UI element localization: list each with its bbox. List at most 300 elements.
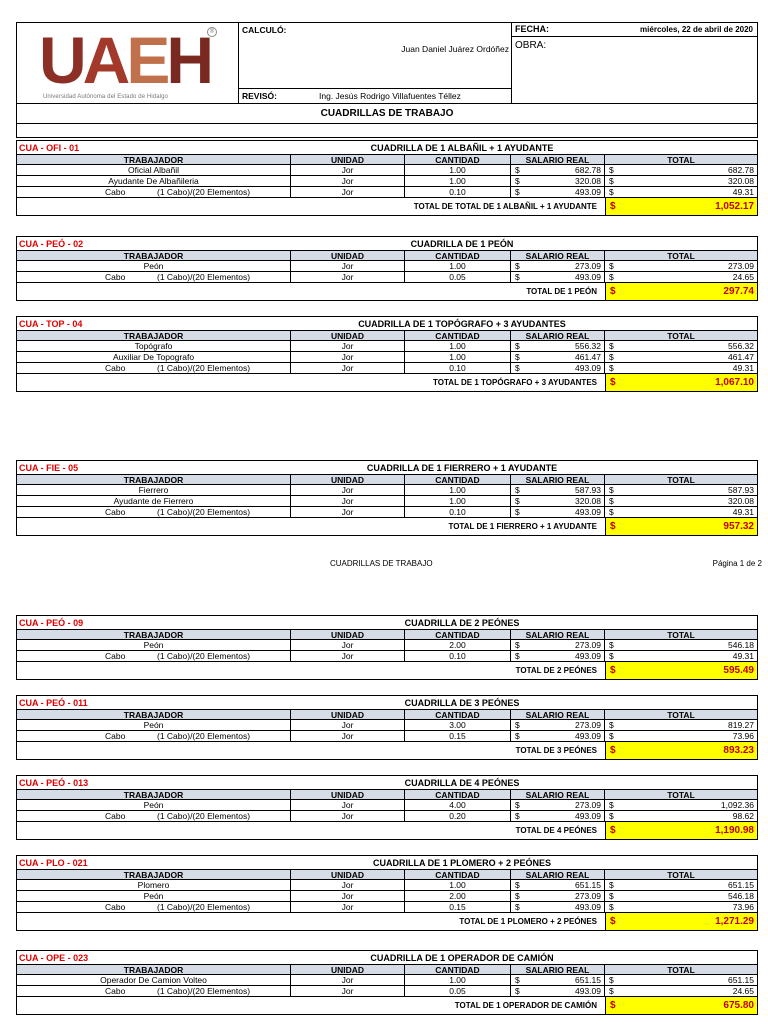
cuadrilla-heading [17,616,757,630]
unidad-cell: Jor [291,272,405,282]
table-row [17,187,757,198]
total-cell [605,800,757,810]
total-value: 1,092.36 [720,800,754,810]
currency-symbol: $ [609,485,614,495]
cuadrilla-title: CUADRILLA DE 4 PEÓNES [404,778,520,788]
cuadrilla-block [16,316,758,392]
header-cantidad: CANTIDAD [405,870,511,879]
trabajador-name: Plomero [17,880,291,890]
block-total-row [17,822,757,839]
salario-cell [511,891,605,901]
header-salario: SALARIO REAL [511,155,605,164]
page-footer [0,559,768,571]
calculo-cell [239,23,512,89]
total-value: 49.31 [732,651,754,661]
trabajador-name: Peón [17,891,291,901]
cuadrilla-code: CUA - PEÓ - 02 [19,239,84,249]
currency-symbol: $ [610,665,616,676]
table-header-row [17,790,757,800]
cantidad-cell: 1.00 [405,165,511,175]
cuadrilla-title: CUADRILLA DE 2 PEÓNES [404,618,520,628]
cantidad-cell: 4.00 [405,800,511,810]
cuadrilla-title: CUADRILLA DE 1 PLOMERO + 2 PEÓNES [373,858,551,868]
unidad-cell: Jor [291,651,405,661]
total-cell [605,187,757,197]
trabajador-name: Auxiliar De Topografo [17,352,291,362]
salario-cell [511,261,605,271]
header-cantidad: CANTIDAD [405,475,511,484]
currency-symbol: $ [609,165,614,175]
block-total-value: 957.32 [723,521,754,532]
total-cell [605,485,757,495]
salario-value: 556.32 [575,341,601,351]
header-total: TOTAL [667,790,695,800]
total-cell [605,496,757,506]
cabo-ratio-note: (1 Cabo)/(20 Elementos) [157,272,251,282]
currency-symbol: $ [610,521,616,532]
footer-title: CUADRILLAS DE TRABAJO [330,559,433,568]
trabajador-name: Ayudante De Albañileria [17,176,291,186]
header-unidad: UNIDAD [291,475,405,484]
logo-letter-u: U [39,23,83,97]
block-total-value: 893.23 [723,745,754,756]
currency-symbol: $ [610,825,616,836]
currency-symbol: $ [609,731,614,741]
salario-cell [511,485,605,495]
table-row [17,891,757,902]
block-total-label: TOTAL DE 1 OPERADOR DE CAMIÓN [454,1001,597,1010]
table-row [17,811,757,822]
trabajador-name: Fierrero [17,485,291,495]
currency-symbol: $ [609,811,614,821]
total-cell [605,891,757,901]
logo-subtitle: Universidad Autónoma del Estado de Hidalgo [43,94,168,100]
total-value: 24.65 [732,986,754,996]
total-value: 73.96 [732,731,754,741]
currency-symbol: $ [609,272,614,282]
block-total-row [17,198,757,215]
salario-value: 651.15 [575,880,601,890]
registered-mark-icon: ® [207,27,217,37]
total-value: 461.47 [728,352,754,362]
currency-symbol: $ [515,341,520,351]
header-total: TOTAL [667,630,695,640]
table-row [17,496,757,507]
cuadrilla-block [16,140,758,216]
unidad-cell: Jor [291,800,405,810]
table-row [17,176,757,187]
cabo-ratio-note: (1 Cabo)/(20 Elementos) [157,902,251,912]
unidad-cell: Jor [291,507,405,517]
salario-value: 320.08 [575,496,601,506]
salario-cell [511,341,605,351]
salario-cell [511,902,605,912]
unidad-cell: Jor [291,902,405,912]
cabo-ratio-note: (1 Cabo)/(20 Elementos) [157,811,251,821]
currency-symbol: $ [515,187,520,197]
block-total-amount [605,518,757,535]
table-row [17,800,757,811]
trabajador-name: Cabo [105,811,126,821]
trabajador-name: Cabo [105,272,126,282]
salario-value: 587.93 [575,485,601,495]
header-total: TOTAL [667,331,695,341]
header-trabajador: TRABAJADOR [17,965,291,974]
fecha-value: miércoles, 22 de abril de 2020 [640,25,753,34]
table-header-row [17,331,757,341]
table-header-row [17,251,757,261]
header-unidad: UNIDAD [291,331,405,340]
cantidad-cell: 0.20 [405,811,511,821]
salario-value: 493.09 [575,811,601,821]
salario-cell [511,187,605,197]
salario-cell [511,720,605,730]
currency-symbol: $ [515,720,520,730]
block-total-label: TOTAL DE TOTAL DE 1 ALBAÑIL + 1 AYUDANTE [413,202,597,211]
salario-value: 320.08 [575,176,601,186]
unidad-cell: Jor [291,485,405,495]
trabajador-name: Cabo [105,731,126,741]
trabajador-name: Topógrafo [17,341,291,351]
cuadrilla-code: CUA - PEÓ - 013 [19,778,89,788]
cuadrilla-title: CUADRILLA DE 1 FIERRERO + 1 AYUDANTE [366,463,558,473]
header-trabajador: TRABAJADOR [17,475,291,484]
block-total-value: 675.80 [723,1000,754,1011]
salario-cell [511,731,605,741]
currency-symbol: $ [515,507,520,517]
cuadrilla-heading [17,141,757,155]
table-row [17,720,757,731]
table-row [17,352,757,363]
currency-symbol: $ [609,975,614,985]
table-row [17,731,757,742]
total-cell [605,363,757,373]
cuadrilla-code: CUA - OPE - 023 [19,953,89,963]
unidad-cell: Jor [291,352,405,362]
total-value: 320.08 [728,176,754,186]
unidad-cell: Jor [291,363,405,373]
currency-symbol: $ [515,880,520,890]
cantidad-cell: 0.05 [405,272,511,282]
cantidad-cell: 1.00 [405,261,511,271]
header-cantidad: CANTIDAD [405,790,511,799]
trabajador-name: Cabo [105,507,126,517]
total-cell [605,720,757,730]
cantidad-cell: 1.00 [405,176,511,186]
currency-symbol: $ [515,363,520,373]
total-value: 24.65 [732,272,754,282]
total-value: 546.18 [728,891,754,901]
currency-symbol: $ [610,377,616,388]
currency-symbol: $ [515,640,520,650]
table-row [17,640,757,651]
cantidad-cell: 2.00 [405,640,511,650]
header-unidad: UNIDAD [291,870,405,879]
cuadrilla-code: CUA - TOP - 04 [19,319,83,329]
total-value: 320.08 [728,496,754,506]
unidad-cell: Jor [291,880,405,890]
total-value: 273.09 [728,261,754,271]
table-header-row [17,630,757,640]
header-unidad: UNIDAD [291,155,405,164]
currency-symbol: $ [515,176,520,186]
currency-symbol: $ [610,916,616,927]
cantidad-cell: 1.00 [405,352,511,362]
trabajador-cell [17,731,291,741]
salario-cell [511,651,605,661]
logo-letter-e: E [126,23,167,97]
currency-symbol: $ [609,651,614,661]
unidad-cell: Jor [291,341,405,351]
salario-value: 273.09 [575,720,601,730]
table-header-row [17,475,757,485]
trabajador-name: Oficial Albañil [17,165,291,175]
header-trabajador: TRABAJADOR [17,251,291,260]
block-total-label: TOTAL DE 1 FIERRERO + 1 AYUDANTE [448,522,597,531]
block-total-row [17,913,757,930]
block-total-label: TOTAL DE 4 PEÓNES [515,826,597,835]
trabajador-name: Cabo [105,363,126,373]
table-header-row [17,710,757,720]
spacer-row [16,124,758,138]
currency-symbol: $ [609,986,614,996]
header-unidad: UNIDAD [291,630,405,639]
currency-symbol: $ [515,731,520,741]
fecha-label: FECHA: [515,24,549,34]
currency-symbol: $ [609,640,614,650]
salario-value: 493.09 [575,507,601,517]
currency-symbol: $ [609,352,614,362]
trabajador-name: Cabo [105,902,126,912]
total-value: 682.78 [728,165,754,175]
salario-value: 273.09 [575,640,601,650]
salario-value: 493.09 [575,651,601,661]
salario-value: 682.78 [575,165,601,175]
salario-value: 493.09 [575,731,601,741]
header-salario: SALARIO REAL [511,965,605,974]
fecha-cell [512,23,757,37]
cuadrilla-heading [17,776,757,790]
table-header-row [17,155,757,165]
block-total-row [17,742,757,759]
cuadrilla-title: CUADRILLA DE 1 TOPÓGRAFO + 3 AYUDANTES [358,319,566,329]
total-value: 651.15 [728,975,754,985]
header-total: TOTAL [667,870,695,880]
header-cantidad: CANTIDAD [405,251,511,260]
total-cell [605,352,757,362]
total-cell [605,651,757,661]
total-cell [605,640,757,650]
total-cell [605,975,757,985]
currency-symbol: $ [609,363,614,373]
cuadrilla-block [16,460,758,536]
salario-value: 273.09 [575,891,601,901]
block-total-label: TOTAL DE 1 PLOMERO + 2 PEÓNES [459,917,597,926]
cantidad-cell: 1.00 [405,341,511,351]
salario-cell [511,176,605,186]
cuadrilla-heading [17,951,757,965]
total-cell [605,165,757,175]
total-cell [605,811,757,821]
trabajador-name: Operador De Camion Volteo [17,975,291,985]
total-cell [605,272,757,282]
cabo-ratio-note: (1 Cabo)/(20 Elementos) [157,651,251,661]
unidad-cell: Jor [291,811,405,821]
currency-symbol: $ [515,496,520,506]
currency-symbol: $ [515,352,520,362]
cabo-ratio-note: (1 Cabo)/(20 Elementos) [157,187,251,197]
header-trabajador: TRABAJADOR [17,630,291,639]
header-salario: SALARIO REAL [511,251,605,260]
table-row [17,165,757,176]
header-unidad: UNIDAD [291,710,405,719]
cuadrilla-title: CUADRILLA DE 1 ALBAÑIL + 1 AYUDANTE [370,143,554,153]
cantidad-cell: 0.15 [405,731,511,741]
currency-symbol: $ [515,902,520,912]
block-total-amount [605,822,757,839]
block-total-value: 1,271.29 [715,916,754,927]
total-cell [605,507,757,517]
total-value: 651.15 [728,880,754,890]
unidad-cell: Jor [291,496,405,506]
calculo-name: Juan Daniel Juárez Ordóñez [401,44,509,54]
trabajador-cell [17,363,291,373]
unidad-cell: Jor [291,986,405,996]
cantidad-cell: 1.00 [405,485,511,495]
cuadrilla-block [16,775,758,840]
table-row [17,902,757,913]
trabajador-cell [17,272,291,282]
salario-cell [511,800,605,810]
block-total-amount [605,913,757,930]
cantidad-cell: 0.15 [405,902,511,912]
table-header-row [17,870,757,880]
block-total-row [17,997,757,1014]
currency-symbol: $ [610,286,616,297]
currency-symbol: $ [609,507,614,517]
trabajador-name: Cabo [105,187,126,197]
document-header [16,22,758,104]
cabo-ratio-note: (1 Cabo)/(20 Elementos) [157,363,251,373]
cuadrilla-code: CUA - FIE - 05 [19,463,79,473]
currency-symbol: $ [515,975,520,985]
currency-symbol: $ [609,720,614,730]
total-cell [605,341,757,351]
trabajador-cell [17,507,291,517]
currency-symbol: $ [515,651,520,661]
obra-label: OBRA: [515,40,547,51]
currency-symbol: $ [515,891,520,901]
block-total-value: 297.74 [723,286,754,297]
currency-symbol: $ [610,201,616,212]
calculo-label: CALCULÓ: [242,25,287,35]
salario-cell [511,640,605,650]
header-salario: SALARIO REAL [511,630,605,639]
currency-symbol: $ [609,891,614,901]
total-value: 73.96 [732,902,754,912]
header-cantidad: CANTIDAD [405,965,511,974]
table-row [17,651,757,662]
table-row [17,272,757,283]
block-total-amount [605,283,757,300]
header-unidad: UNIDAD [291,965,405,974]
total-value: 49.31 [732,187,754,197]
salario-value: 273.09 [575,261,601,271]
cuadrilla-heading [17,317,757,331]
block-total-label: TOTAL DE 2 PEÓNES [515,666,597,675]
trabajador-name: Cabo [105,986,126,996]
salario-value: 493.09 [575,363,601,373]
cuadrilla-code: CUA - PEÓ - 011 [19,698,88,708]
unidad-cell: Jor [291,261,405,271]
currency-symbol: $ [515,165,520,175]
cantidad-cell: 1.00 [405,975,511,985]
header-cantidad: CANTIDAD [405,630,511,639]
cuadrilla-block [16,950,758,1015]
table-row [17,363,757,374]
block-total-row [17,662,757,679]
header-trabajador: TRABAJADOR [17,710,291,719]
logo-letters [39,25,210,95]
block-total-amount [605,997,757,1014]
salario-cell [511,880,605,890]
total-value: 49.31 [732,363,754,373]
currency-symbol: $ [515,485,520,495]
cuadrilla-heading [17,856,757,870]
cuadrilla-heading [17,237,757,251]
currency-symbol: $ [609,341,614,351]
header-unidad: UNIDAD [291,790,405,799]
header-salario: SALARIO REAL [511,870,605,879]
header-unidad: UNIDAD [291,251,405,260]
header-trabajador: TRABAJADOR [17,870,291,879]
salario-value: 273.09 [575,800,601,810]
currency-symbol: $ [515,261,520,271]
header-salario: SALARIO REAL [511,475,605,484]
salario-cell [511,165,605,175]
block-total-row [17,283,757,300]
logo-letter-a: A [82,23,127,97]
reviso-label: REVISÓ: [242,91,277,101]
block-total-label: TOTAL DE 3 PEÓNES [515,746,597,755]
trabajador-cell [17,651,291,661]
block-total-row [17,518,757,535]
unidad-cell: Jor [291,640,405,650]
cuadrilla-code: CUA - PEÓ - 09 [19,618,84,628]
total-value: 819.27 [728,720,754,730]
cantidad-cell: 0.10 [405,651,511,661]
cuadrilla-block [16,236,758,301]
unidad-cell: Jor [291,187,405,197]
cantidad-cell: 0.10 [405,363,511,373]
salario-value: 461.47 [575,352,601,362]
salario-cell [511,363,605,373]
header-cantidad: CANTIDAD [405,155,511,164]
header-trabajador: TRABAJADOR [17,790,291,799]
salario-value: 493.09 [575,902,601,912]
cabo-ratio-note: (1 Cabo)/(20 Elementos) [157,507,251,517]
block-total-amount [605,662,757,679]
cantidad-cell: 1.00 [405,496,511,506]
header-total: TOTAL [667,251,695,261]
trabajador-name: Peón [17,800,291,810]
table-row [17,485,757,496]
header-total: TOTAL [667,710,695,720]
logo-letter-h: H [166,23,211,97]
cuadrilla-code: CUA - PLO - 021 [19,858,88,868]
currency-symbol: $ [609,800,614,810]
currency-symbol: $ [609,187,614,197]
